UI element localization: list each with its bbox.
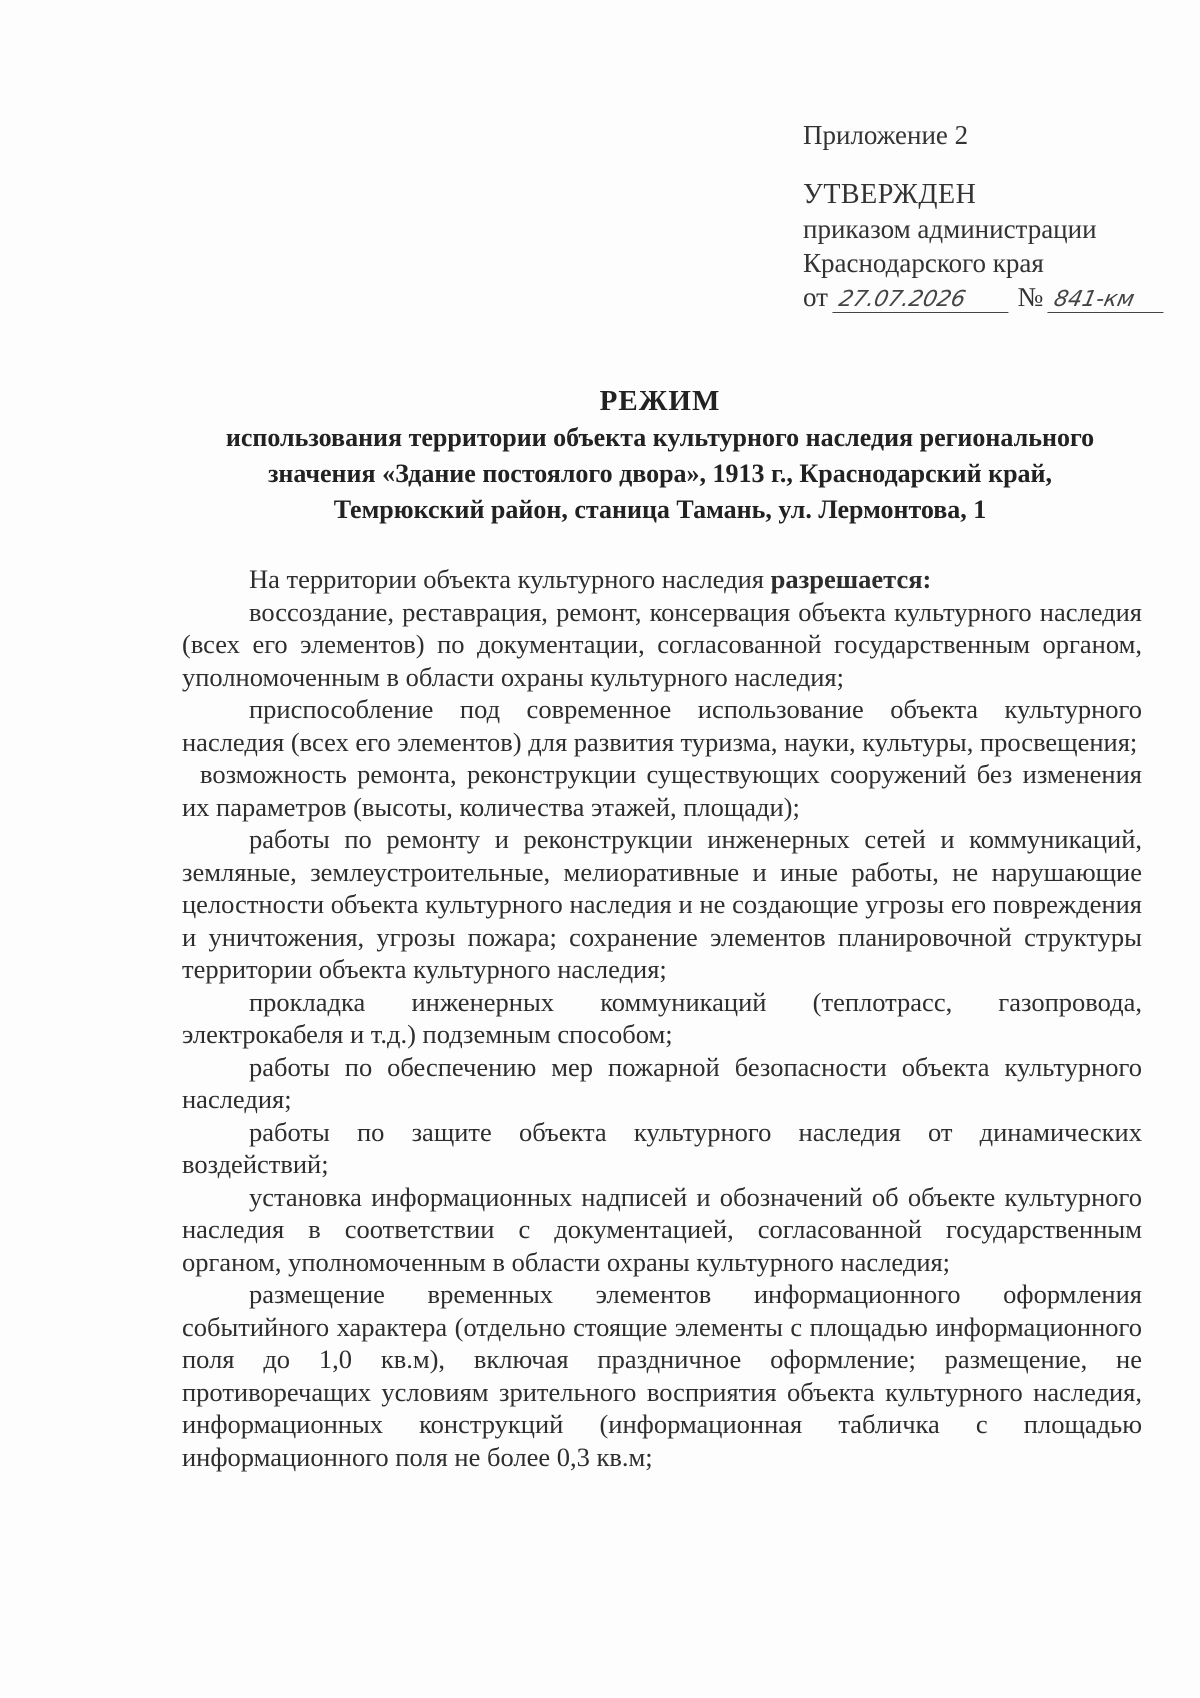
paragraph-3: возможность ремонта, реконструкции существующих сооружений без изменения их параметров (высоты, количества этажей, площади);	[182, 759, 1142, 822]
paragraph-7: работы по защите объекта культурного наследия от динамических воздействий;	[182, 1116, 1142, 1179]
approved-label: УТВЕРЖДЕН	[803, 179, 977, 210]
paragraph-9: размещение временных элементов информационного оформления событийного характера (отдельно стоящие элементы с площадью информационного поля до 1,0 кв.м), включая праздничное оформление; размещение, не противоречащих условиям зрительного восприятия объекта культурного наследия, информационных конструкций (информационная табличка с площадью информационного поля не более 0,3 кв.м;	[182, 1279, 1142, 1472]
approval-line-1: приказом администрации	[803, 214, 1097, 244]
document-body	[182, 563, 1142, 1473]
title-sub-line-1: использования территории объекта культурного наследия регионального	[225, 423, 1095, 452]
appendix-label: Приложение 2	[803, 120, 969, 150]
paragraph-4: работы по ремонту и реконструкции инженерных сетей и коммуникаций, земляные, землеустроительные, мелиоративные и иные работы, не нарушающие целостности объекта культурного наследия и не создающие угрозы его повреждения и уничтожения, угрозы пожара; сохранение элементов планировочной структуры территории объекта культурного наследия;	[182, 824, 1142, 984]
lead-bold: разрешается:	[770, 564, 932, 594]
handwritten-date: 27.07.2026	[832, 288, 1013, 313]
approval-block	[803, 118, 1166, 314]
paragraph-6: работы по обеспечению мер пожарной безопасности объекта культурного наследия;	[182, 1051, 1142, 1114]
document-title	[180, 383, 1140, 527]
title-sub-line-3: Темрюкский район, станица Тамань, ул. Лермонтова, 1	[333, 495, 987, 524]
from-label: от	[803, 282, 828, 312]
handwritten-number: 841-км	[1047, 288, 1168, 313]
paragraph-8: установка информационных надписей и обозначений об объекте культурного наследия в соответствии с документацией, согласованной государственным органом, уполномоченным в области охраны культурного наследия;	[182, 1181, 1142, 1277]
paragraph-5: прокладка инженерных коммуникаций (теплотрасс, газопровода, электрокабеля и т.д.) подземным способом;	[182, 986, 1142, 1049]
lead-paragraph	[182, 563, 1142, 596]
paragraph-2: приспособление под современное использование объекта культурного наследия (всех его элементов) для развития туризма, науки, культуры, просвещения;	[182, 694, 1142, 757]
number-label: №	[1017, 282, 1044, 312]
title-sub-line-2: значения «Здание постоялого двора», 1913 г., Краснодарский край,	[267, 459, 1053, 488]
paragraph-1: воссоздание, реставрация, ремонт, консервация объекта культурного наследия (всех его элементов) по документации, согласованной государственным органом, уполномоченным в области охраны культурного наследия;	[182, 596, 1142, 692]
approval-line-2: Краснодарского края	[803, 248, 1044, 278]
title-main: РЕЖИМ	[599, 385, 721, 417]
lead-text: На территории объекта культурного наследия	[249, 564, 771, 594]
approval-date-line	[803, 280, 1166, 314]
